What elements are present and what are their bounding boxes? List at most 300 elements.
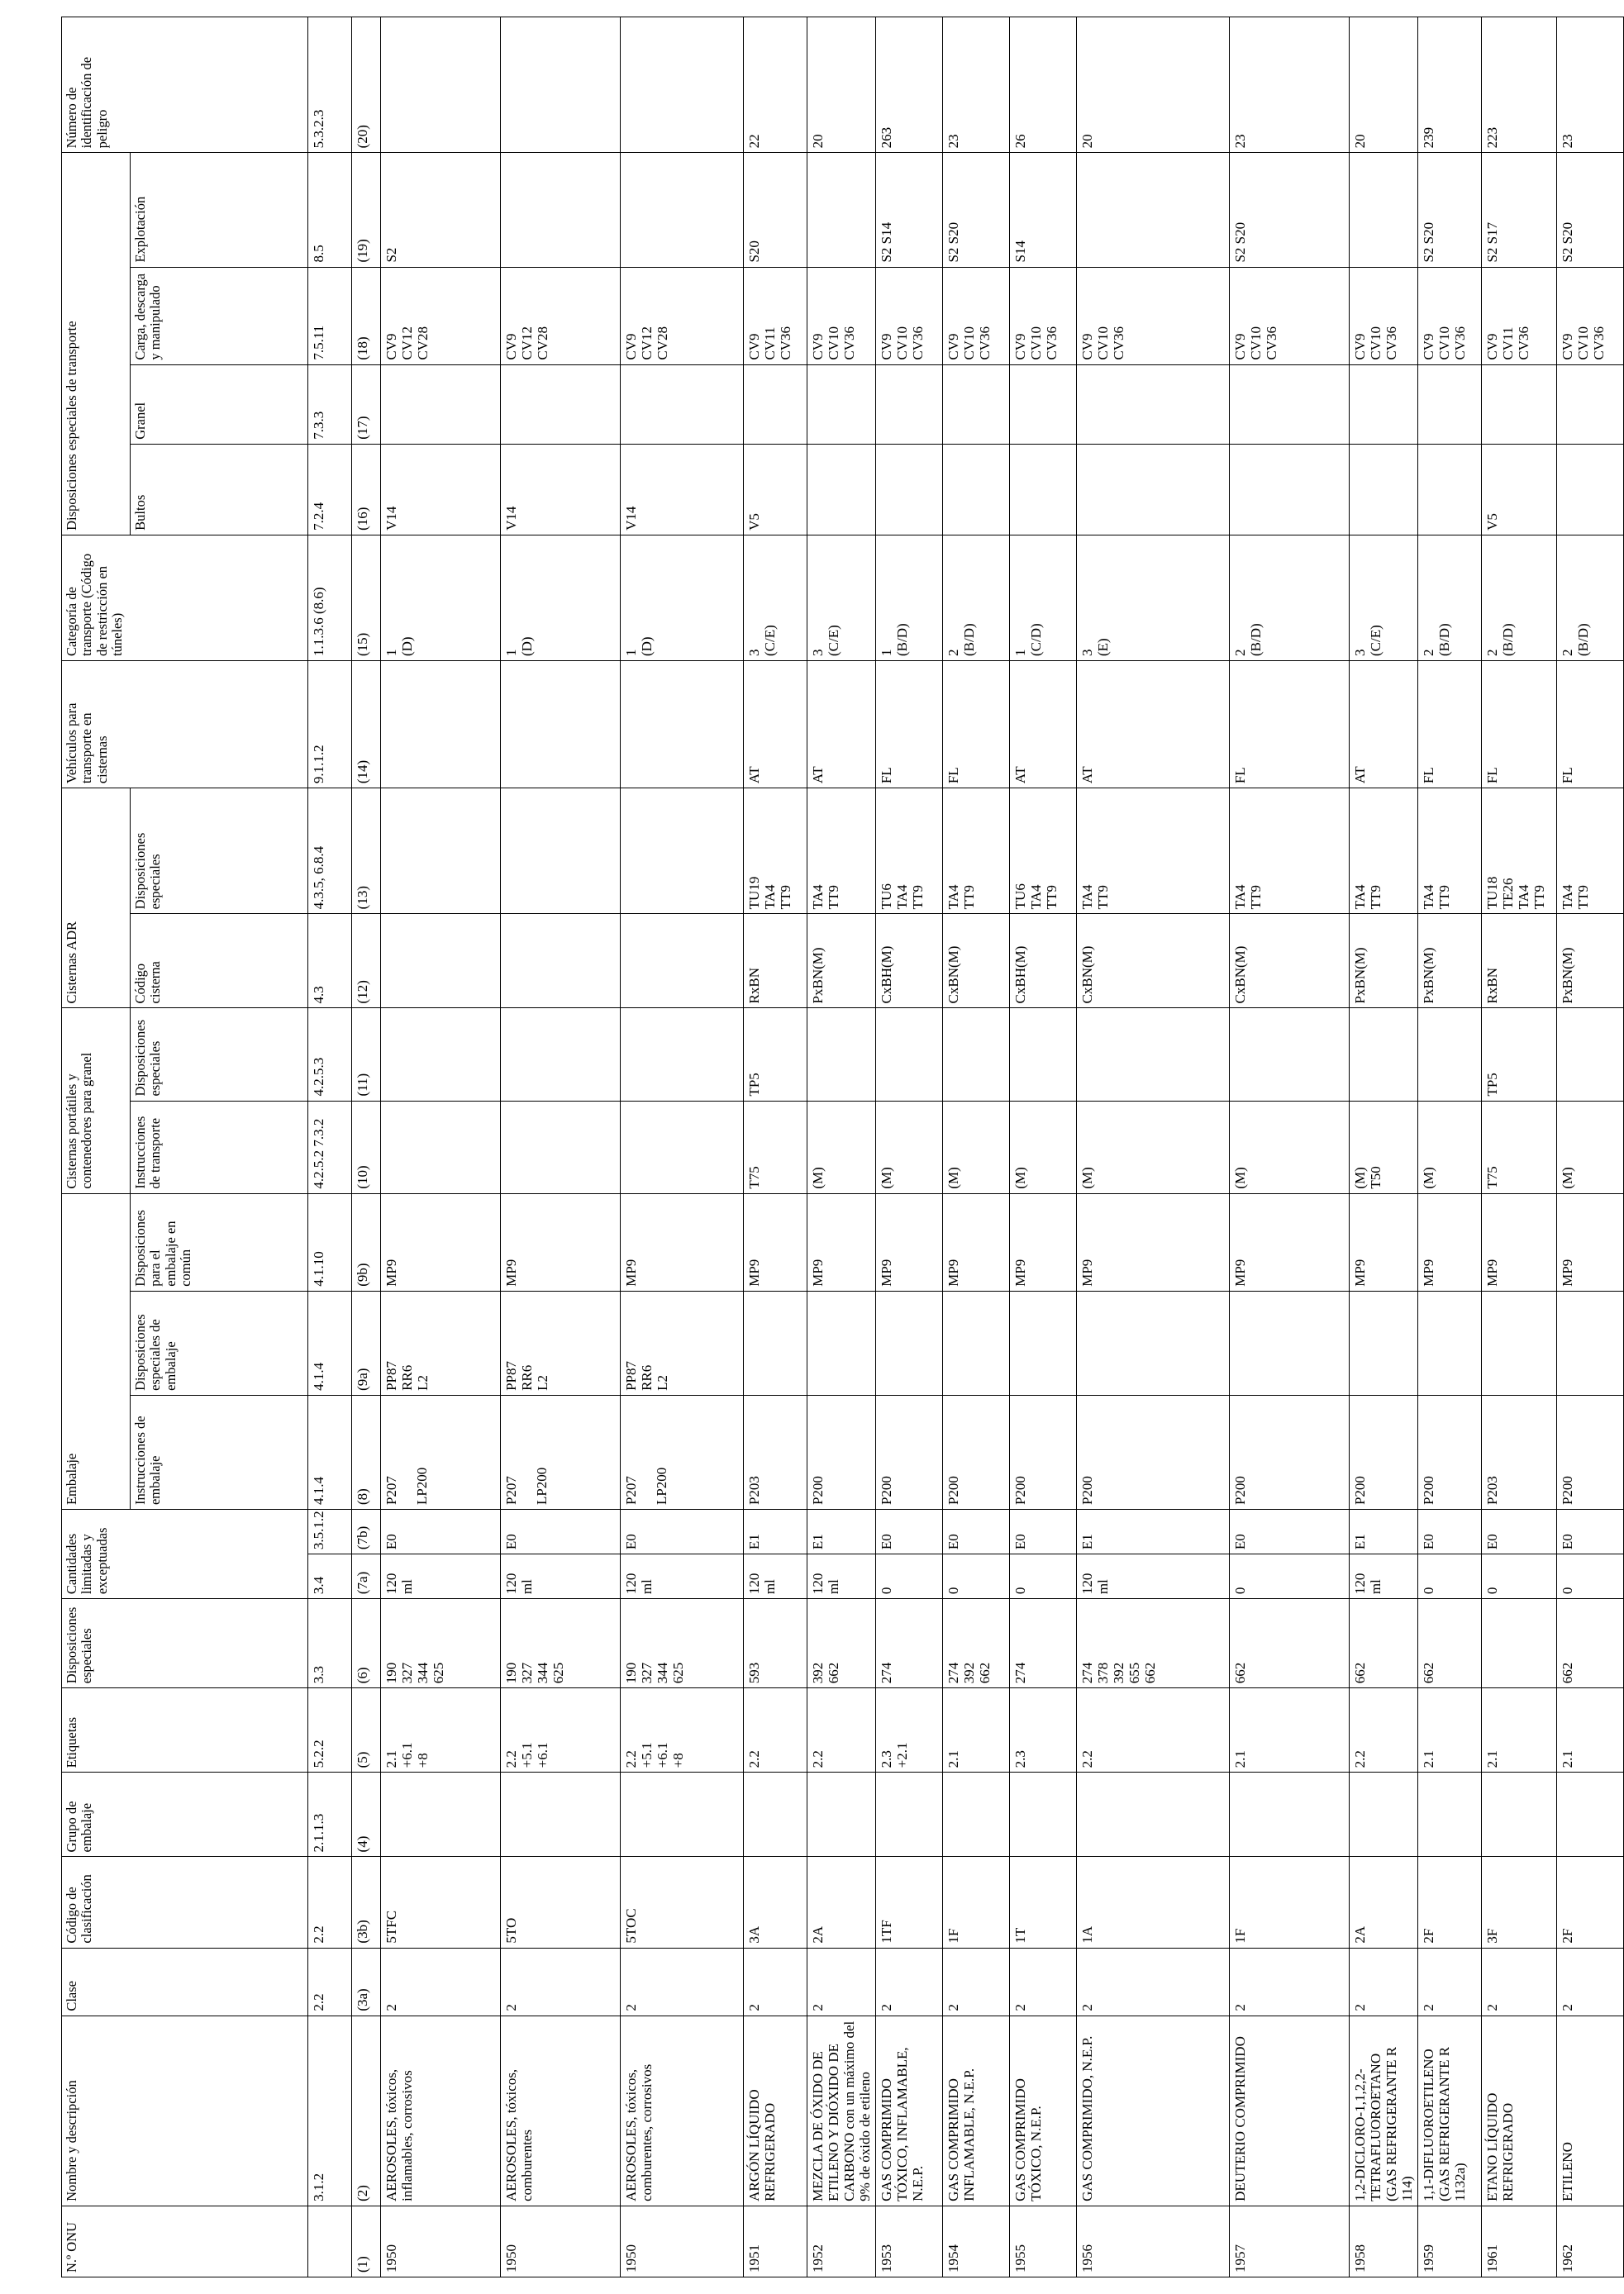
table-cell: 274 378 392 655 662 [1077, 1599, 1230, 1688]
table-cell: 5TOC [621, 1857, 744, 1948]
reference-cell: 1.1.3.6 (8.6) [308, 535, 352, 660]
table-cell [381, 914, 501, 1008]
table-cell: S2 S20 [1418, 153, 1482, 267]
table-cell: FL [1557, 661, 1624, 788]
table-cell: 2 [1010, 1948, 1077, 2016]
table-cell: 20 [1077, 17, 1230, 153]
table-cell: E0 [876, 1510, 943, 1554]
table-cell: S2 S20 [1230, 153, 1350, 267]
table-cell: CxBN(M) [943, 914, 1010, 1008]
table-cell: 190 327 344 625 [501, 1599, 621, 1688]
table-cell: V5 [744, 444, 807, 535]
table-cell: TA4 TT9 [1350, 788, 1418, 914]
table-cell: S2 [381, 153, 501, 267]
table-cell: GAS COMPRIMIDO TÓXICO, N.E.P. [1010, 2016, 1077, 2206]
table-cell [1077, 364, 1230, 444]
table-cell: 2 [1557, 1948, 1624, 2016]
reference-cell: 3.5.1.2 [308, 1510, 352, 1554]
table-cell: TA4 TT9 [1077, 788, 1230, 914]
table-cell: 190 327 344 625 [621, 1599, 744, 1688]
table-cell [807, 444, 876, 535]
table-cell: AT [1010, 661, 1077, 788]
table-cell: 3 (C/E) [744, 535, 807, 660]
rotated-page [61, 17, 1607, 2277]
table-cell: CxBH(M) [876, 914, 943, 1008]
reference-row [308, 17, 352, 2277]
table-cell: 223 [1482, 17, 1557, 153]
table-cell: FL [1230, 661, 1350, 788]
table-cell [1230, 1008, 1350, 1101]
table-cell: 263 [876, 17, 943, 153]
table-cell [1010, 1291, 1077, 1395]
table-cell: 2 [1077, 1948, 1230, 2016]
table-cell: PP87 RR6 L2 [501, 1291, 621, 1395]
table-cell: AEROSOLES, tóxicos, comburentes [501, 2016, 621, 2206]
reference-cell: 5.2.2 [308, 1688, 352, 1773]
table-cell: 3 (C/E) [1350, 535, 1418, 660]
table-cell [1077, 444, 1230, 535]
table-cell: FL [1482, 661, 1557, 788]
table-cell: MP9 [876, 1193, 943, 1291]
table-cell: MP9 [807, 1193, 876, 1291]
column-number-cell: (11) [352, 1008, 381, 1101]
table-cell: 120 ml [1077, 1554, 1230, 1599]
dangerous-goods-table [61, 17, 1624, 2277]
table-cell: CV9 CV10 CV36 [1418, 267, 1482, 364]
table-cell [621, 914, 744, 1008]
reference-cell: 4.2.5.2 7.3.2 [308, 1101, 352, 1193]
table-cell [1230, 444, 1350, 535]
table-cell: 1T [1010, 1857, 1077, 1948]
table-cell: E0 [621, 1510, 744, 1554]
table-cell [943, 1008, 1010, 1101]
reference-cell: 2.1.1.3 [308, 1773, 352, 1857]
table-cell: MEZCLA DE ÓXIDO DE ETILENO Y DIÓXIDO DE CARBONO con un máximo del 9% de óxido de etileno [807, 2016, 876, 2206]
table-row [943, 17, 1010, 2277]
reference-cell: 4.3.5, 6.8.4 [308, 788, 352, 914]
table-cell [876, 1291, 943, 1395]
table-cell [1557, 1291, 1624, 1395]
table-row [501, 17, 621, 2277]
table-cell [1010, 364, 1077, 444]
table-cell: CV9 CV10 CV36 [876, 267, 943, 364]
reference-cell: 3.4 [308, 1554, 352, 1599]
table-cell [1557, 364, 1624, 444]
table-cell: E0 [943, 1510, 1010, 1554]
header-tank-special-provisions: Disposiciones especiales [131, 788, 308, 914]
table-cell: AEROSOLES, tóxicos, inflamables, corrosivos [381, 2016, 501, 2206]
table-cell: (M) [876, 1101, 943, 1193]
table-cell: V14 [501, 444, 621, 535]
table-cell [1350, 1773, 1418, 1857]
column-number-cell: (2) [352, 2016, 381, 2206]
table-cell: PP87 RR6 L2 [381, 1291, 501, 1395]
header-un-number: N.º ONU [62, 2206, 308, 2277]
header-packing-instructions: Instrucciones de embalaje [131, 1395, 308, 1509]
table-cell: 2 (B/D) [943, 535, 1010, 660]
header-classification-code: Código de clasificación [62, 1857, 308, 1948]
table-body [381, 17, 1624, 2277]
header-labels: Etiquetas [62, 1688, 308, 1773]
table-cell: 26 [1010, 17, 1077, 153]
table-cell: 1 (C/D) [1010, 535, 1077, 660]
table-row [1418, 17, 1482, 2277]
table-cell [876, 1773, 943, 1857]
table-cell: 120 ml [501, 1554, 621, 1599]
table-cell: CV9 CV10 CV36 [1350, 267, 1418, 364]
table-cell: CV9 CV10 CV36 [1230, 267, 1350, 364]
column-number-cell: (13) [352, 788, 381, 914]
table-cell: E1 [1350, 1510, 1418, 1554]
reference-cell: 2.2 [308, 1857, 352, 1948]
table-cell: TA4 TT9 [1230, 788, 1350, 914]
table-cell: 1F [1230, 1857, 1350, 1948]
table-cell: MP9 [1010, 1193, 1077, 1291]
reference-cell: 4.1.4 [308, 1291, 352, 1395]
table-cell: 2.1 [1418, 1688, 1482, 1773]
table-cell: 5TFC [381, 1857, 501, 1948]
reference-cell: 2.2 [308, 1948, 352, 2016]
table-cell: P200 [1350, 1395, 1418, 1509]
table-cell: 2.1 [943, 1688, 1010, 1773]
table-cell: 274 392 662 [943, 1599, 1010, 1688]
table-cell: 120 ml [807, 1554, 876, 1599]
table-cell [381, 661, 501, 788]
header-name: Nombre y descripción [62, 2016, 308, 2206]
table-cell: 2 [1418, 1948, 1482, 2016]
table-cell [501, 788, 621, 914]
table-cell: 662 [1418, 1599, 1482, 1688]
reference-cell [308, 2206, 352, 2277]
column-number-row [352, 17, 381, 2277]
table-cell: 2.1 [1230, 1688, 1350, 1773]
table-cell: (M) [1418, 1101, 1482, 1193]
table-cell: V14 [621, 444, 744, 535]
table-cell: 274 [876, 1599, 943, 1688]
header-tank-code: Código cisterna [131, 914, 308, 1008]
table-cell [501, 914, 621, 1008]
table-cell [501, 1773, 621, 1857]
table-cell: AEROSOLES, tóxicos, comburentes, corrosivos [621, 2016, 744, 2206]
reference-cell: 7.5.11 [308, 267, 352, 364]
table-cell [501, 1008, 621, 1101]
table-cell: 23 [1557, 17, 1624, 153]
table-cell: 2F [1418, 1857, 1482, 1948]
column-number-cell: (7a) [352, 1554, 381, 1599]
table-cell: 1A [1077, 1857, 1230, 1948]
table-cell: TA4 TT9 [1418, 788, 1482, 914]
table-row [1350, 17, 1418, 2277]
table-cell: PxBN(M) [1350, 914, 1418, 1008]
table-cell: 1954 [943, 2206, 1010, 2277]
table-cell: FL [876, 661, 943, 788]
table-cell: 2A [807, 1857, 876, 1948]
reference-cell: 7.2.4 [308, 444, 352, 535]
table-cell: TU18 TE26 TA4 TT9 [1482, 788, 1557, 914]
table-cell [1350, 444, 1418, 535]
header-special-provisions: Disposiciones especiales [62, 1599, 308, 1688]
table-cell: CxBN(M) [1230, 914, 1350, 1008]
table-cell: TA4 TT9 [1557, 788, 1624, 914]
column-number-cell: (15) [352, 535, 381, 660]
table-cell: V14 [381, 444, 501, 535]
table-cell: P200 [1557, 1395, 1624, 1509]
table-cell: TU6 TA4 TT9 [1010, 788, 1077, 914]
column-number-cell: (1) [352, 2206, 381, 2277]
table-cell: (M) [1557, 1101, 1624, 1193]
table-cell: CV9 CV10 CV36 [1557, 267, 1624, 364]
table-cell: GAS COMPRIMIDO, N.E.P. [1077, 2016, 1230, 2206]
table-cell: 0 [1418, 1554, 1482, 1599]
table-cell: 2 [381, 1948, 501, 2016]
table-cell [943, 1291, 1010, 1395]
table-cell [621, 1008, 744, 1101]
table-cell: 2.2 [1077, 1688, 1230, 1773]
table-cell: S2 S17 [1482, 153, 1557, 267]
table-cell [1482, 364, 1557, 444]
table-row [1230, 17, 1350, 2277]
column-number-cell: (19) [352, 153, 381, 267]
table-cell: 1950 [381, 2206, 501, 2277]
table-cell: P207 LP200 [381, 1395, 501, 1509]
column-number-cell: (12) [352, 914, 381, 1008]
table-cell: 3 (E) [1077, 535, 1230, 660]
table-cell: 662 [1230, 1599, 1350, 1688]
reference-cell: 7.3.3 [308, 364, 352, 444]
table-cell: 2 (B/D) [1557, 535, 1624, 660]
table-cell: (M) [807, 1101, 876, 1193]
column-number-cell: (9a) [352, 1291, 381, 1395]
table-cell [1350, 1291, 1418, 1395]
column-number-cell: (7b) [352, 1510, 381, 1554]
reference-cell: 5.3.2.3 [308, 17, 352, 153]
table-cell [1418, 1008, 1482, 1101]
table-cell [943, 444, 1010, 535]
table-cell: 1961 [1482, 2206, 1557, 2277]
table-cell: 2.2 [1350, 1688, 1418, 1773]
table-cell [1350, 1008, 1418, 1101]
column-number-cell: (16) [352, 444, 381, 535]
reference-cell: 8.5 [308, 153, 352, 267]
table-cell: P200 [1077, 1395, 1230, 1509]
table-cell: CV9 CV10 CV36 [807, 267, 876, 364]
table-cell: (M) [1077, 1101, 1230, 1193]
table-cell [621, 1773, 744, 1857]
header-tank-vehicle: Vehículos para transporte en cisternas [62, 661, 308, 788]
table-cell: 3F [1482, 1857, 1557, 1948]
table-cell: 2.3 [1010, 1688, 1077, 1773]
table-cell: 2.1 [1557, 1688, 1624, 1773]
table-cell: GAS COMPRIMIDO INFLAMABLE, N.E.P. [943, 2016, 1010, 2206]
table-cell: (M) [1230, 1101, 1350, 1193]
table-cell: 120 ml [621, 1554, 744, 1599]
table-cell: MP9 [1077, 1193, 1230, 1291]
table-cell: 120 ml [1350, 1554, 1418, 1599]
table-cell [381, 17, 501, 153]
table-cell [381, 1008, 501, 1101]
table-cell: CxBN(M) [1077, 914, 1230, 1008]
table-cell: 1962 [1557, 2206, 1624, 2277]
table-cell: FL [943, 661, 1010, 788]
table-cell: 0 [1557, 1554, 1624, 1599]
table-cell: CV9 CV11 CV36 [744, 267, 807, 364]
table-cell: CV9 CV10 CV36 [1077, 267, 1230, 364]
header-bulk: Granel [131, 364, 308, 444]
table-cell: P203 [1482, 1395, 1557, 1509]
table-cell: 0 [876, 1554, 943, 1599]
table-cell [1077, 153, 1230, 267]
table-cell: AT [1350, 661, 1418, 788]
column-number-cell: (3a) [352, 1948, 381, 2016]
table-cell [1350, 153, 1418, 267]
table-cell: 1950 [501, 2206, 621, 2277]
table-cell: 1955 [1010, 2206, 1077, 2277]
table-cell: 2 [807, 1948, 876, 2016]
table-cell: MP9 [1557, 1193, 1624, 1291]
table-cell [1230, 364, 1350, 444]
table-cell [501, 17, 621, 153]
table-cell: 2 [1482, 1948, 1557, 2016]
table-cell [744, 1291, 807, 1395]
table-cell: 274 [1010, 1599, 1077, 1688]
table-cell: 1 (B/D) [876, 535, 943, 660]
table-row [807, 17, 876, 2277]
table-cell [621, 153, 744, 267]
table-cell: 22 [744, 17, 807, 153]
header-mixed-packing-provisions: Disposiciones para el embalaje en común [131, 1193, 308, 1291]
table-cell: (M) T50 [1350, 1101, 1418, 1193]
table-cell: E1 [807, 1510, 876, 1554]
table-cell [381, 788, 501, 914]
table-cell: AT [807, 661, 876, 788]
table-cell [943, 1773, 1010, 1857]
header-packing-group: Grupo de embalaje [62, 1773, 308, 1857]
table-cell [1557, 1008, 1624, 1101]
table-cell: MP9 [621, 1193, 744, 1291]
table-cell: S14 [1010, 153, 1077, 267]
header-limited-excepted: Cantidades limitadas y exceptuadas [62, 1510, 308, 1599]
header-packages: Bultos [131, 444, 308, 535]
table-cell: 1 (D) [621, 535, 744, 660]
table-cell: FL [1418, 661, 1482, 788]
table-cell: 120 ml [744, 1554, 807, 1599]
table-cell [501, 1101, 621, 1193]
table-cell [1557, 444, 1624, 535]
table-cell: E0 [1482, 1510, 1557, 1554]
table-cell: E0 [1230, 1510, 1350, 1554]
header-special-packing-provisions: Disposiciones especiales de embalaje [131, 1291, 308, 1395]
column-number-cell: (20) [352, 17, 381, 153]
table-cell: 2.3 +2.1 [876, 1688, 943, 1773]
table-cell: 1952 [807, 2206, 876, 2277]
table-cell: 2.2 +5.1 +6.1 [501, 1688, 621, 1773]
table-cell: E1 [744, 1510, 807, 1554]
table-cell: TP5 [744, 1008, 807, 1101]
header-class: Clase [62, 1948, 308, 2016]
table-cell: 662 [1350, 1599, 1418, 1688]
table-cell: P200 [943, 1395, 1010, 1509]
table-cell: 0 [1482, 1554, 1557, 1599]
table-cell: AT [744, 661, 807, 788]
table-cell: AT [1077, 661, 1230, 788]
header-special-transport: Disposiciones especiales de transporte [62, 153, 131, 535]
table-cell: P207 LP200 [621, 1395, 744, 1509]
table-cell [621, 364, 744, 444]
table-cell: (M) [943, 1101, 1010, 1193]
header-adr-tanks: Cisternas ADR [62, 788, 131, 1008]
table-cell [744, 1773, 807, 1857]
table-cell: 392 662 [807, 1599, 876, 1688]
table-cell: 593 [744, 1599, 807, 1688]
table-cell: 23 [943, 17, 1010, 153]
column-number-cell: (14) [352, 661, 381, 788]
column-number-cell: (8) [352, 1395, 381, 1509]
table-cell: RxBN [744, 914, 807, 1008]
table-cell: CxBH(M) [1010, 914, 1077, 1008]
table-cell: MP9 [744, 1193, 807, 1291]
table-row [744, 17, 807, 2277]
table-cell: 2.1 +6.1 +8 [381, 1688, 501, 1773]
reference-cell: 4.1.4 [308, 1395, 352, 1509]
reference-cell: 3.1.2 [308, 2016, 352, 2206]
table-cell: E0 [1010, 1510, 1077, 1554]
table-cell [943, 364, 1010, 444]
table-cell [501, 153, 621, 267]
table-cell: P207 LP200 [501, 1395, 621, 1509]
table-cell [381, 364, 501, 444]
table-cell [501, 661, 621, 788]
table-cell [1230, 1291, 1350, 1395]
column-number-cell: (17) [352, 364, 381, 444]
table-cell: MP9 [1230, 1193, 1350, 1291]
header-packaging: Embalaje [62, 1193, 131, 1509]
table-cell: CV9 CV11 CV36 [1482, 267, 1557, 364]
table-cell: 20 [807, 17, 876, 153]
table-cell: CV9 CV10 CV36 [943, 267, 1010, 364]
table-cell [1418, 1773, 1482, 1857]
table-cell [621, 1101, 744, 1193]
reference-cell: 4.3 [308, 914, 352, 1008]
column-number-cell: (3b) [352, 1857, 381, 1948]
table-cell [1482, 1599, 1557, 1688]
table-cell: V5 [1482, 444, 1557, 535]
table-cell [621, 17, 744, 153]
header-loading: Carga, descarga y manipulado [131, 267, 308, 364]
header-portable-tanks: Cisternas portátiles y contenedores para granel [62, 1008, 131, 1193]
table-cell: 2 [1230, 1948, 1350, 2016]
table-cell: 20 [1350, 17, 1418, 153]
table-cell: 0 [943, 1554, 1010, 1599]
table-cell [1077, 1291, 1230, 1395]
table-cell: 0 [1230, 1554, 1350, 1599]
table-cell [1077, 1008, 1230, 1101]
table-cell [807, 364, 876, 444]
table-cell [381, 1101, 501, 1193]
table-cell: ETANO LÍQUIDO REFRIGERADO [1482, 2016, 1557, 2206]
table-cell [1077, 1773, 1230, 1857]
table-cell: 1958 [1350, 2206, 1418, 2277]
table-cell: PP87 RR6 L2 [621, 1291, 744, 1395]
column-number-cell: (18) [352, 267, 381, 364]
table-cell [1482, 1773, 1557, 1857]
table-cell: CV9 CV12 CV28 [381, 267, 501, 364]
table-cell: ETILENO [1557, 2016, 1624, 2206]
table-cell: 190 327 344 625 [381, 1599, 501, 1688]
table-cell [876, 364, 943, 444]
table-cell: 662 [1557, 1599, 1624, 1688]
table-row [1077, 17, 1230, 2277]
table-cell [1010, 444, 1077, 535]
